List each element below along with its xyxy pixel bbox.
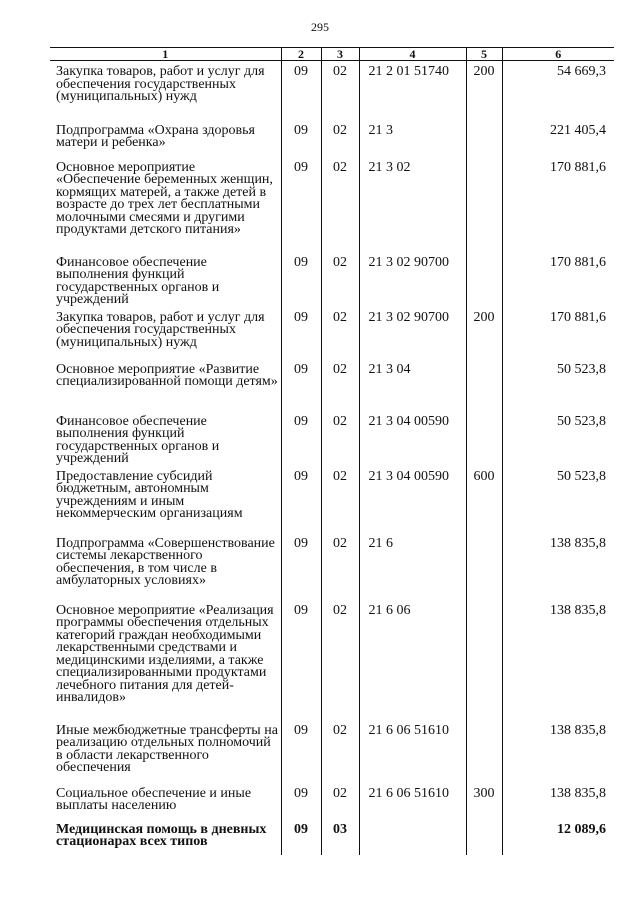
row-amount: 221 405,4 <box>502 120 614 157</box>
row-expense-type: 200 <box>466 307 502 359</box>
header-section: 2 <box>281 48 321 61</box>
table-row <box>50 600 614 720</box>
row-expense-type <box>466 720 502 783</box>
row-target-article: 21 6 06 <box>359 600 466 720</box>
row-expense-type <box>466 819 502 855</box>
header-row <box>50 48 614 61</box>
row-section: 09 <box>281 600 321 720</box>
row-section: 09 <box>281 120 321 157</box>
table-row <box>50 307 614 359</box>
header-target-article: 4 <box>359 48 466 61</box>
row-section: 09 <box>281 359 321 411</box>
row-expense-type <box>466 252 502 307</box>
row-subsection: 02 <box>321 157 359 252</box>
row-name: Финансовое обеспечение выполнения функций государственных органов и учреждений <box>56 254 220 307</box>
row-amount: 138 835,8 <box>502 720 614 783</box>
row-name: Предоставление субсидий бюджетным, автономным учреждениям и иным некоммерческим организациям <box>56 468 243 521</box>
row-name: Основное мероприятие «Реализация программы обеспечения отдельных категорий граждан необходимыми лекарственными средствами и медицинскими изделиями, а также специализированными продуктами лечебного питания для детей-инвалидов» <box>56 602 274 705</box>
row-target-article: 21 6 <box>359 533 466 600</box>
row-section: 09 <box>281 157 321 252</box>
row-section: 09 <box>281 466 321 533</box>
row-expense-type <box>466 600 502 720</box>
row-target-article: 21 6 06 51610 <box>359 783 466 819</box>
row-section: 09 <box>281 61 321 120</box>
table-row <box>50 533 614 600</box>
row-expense-type <box>466 157 502 252</box>
row-amount: 138 835,8 <box>502 783 614 819</box>
row-amount: 138 835,8 <box>502 533 614 600</box>
row-subsection: 02 <box>321 533 359 600</box>
table-row <box>50 61 614 120</box>
row-subsection: 02 <box>321 720 359 783</box>
row-subsection: 03 <box>321 819 359 855</box>
row-amount: 170 881,6 <box>502 252 614 307</box>
row-expense-type: 200 <box>466 61 502 120</box>
row-amount: 54 669,3 <box>502 61 614 120</box>
row-section: 09 <box>281 720 321 783</box>
row-name: Закупка товаров, работ и услуг для обеспечения государственных (муниципальных) нужд <box>56 64 265 104</box>
table-row <box>50 783 614 819</box>
table-row <box>50 120 614 157</box>
table-row <box>50 359 614 411</box>
header-amount: 6 <box>502 48 614 61</box>
row-expense-type: 600 <box>466 466 502 533</box>
row-subsection: 02 <box>321 120 359 157</box>
row-target-article: 21 3 04 <box>359 359 466 411</box>
row-amount: 170 881,6 <box>502 157 614 252</box>
header-expense-type: 5 <box>466 48 502 61</box>
page-number: 295 <box>311 20 329 34</box>
row-subsection: 02 <box>321 411 359 466</box>
row-target-article: 21 3 04 00590 <box>359 466 466 533</box>
row-name: Подпрограмма «Совершенствование системы лекарственного обеспечения, в том числе в амбулаторных условиях» <box>56 535 275 588</box>
header-name: 1 <box>50 48 281 61</box>
row-subsection: 02 <box>321 307 359 359</box>
row-name: Подпрограмма «Охрана здоровья матери и ребенка» <box>56 122 255 150</box>
row-subsection: 02 <box>321 466 359 533</box>
row-target-article: 21 3 02 90700 <box>359 252 466 307</box>
row-target-article: 21 6 06 51610 <box>359 720 466 783</box>
row-subsection: 02 <box>321 600 359 720</box>
row-name: Медицинская помощь в дневных стационарах всех типов <box>56 821 267 849</box>
row-amount: 170 881,6 <box>502 307 614 359</box>
row-amount: 50 523,8 <box>502 466 614 533</box>
row-expense-type <box>466 359 502 411</box>
row-section: 09 <box>281 411 321 466</box>
row-subsection: 02 <box>321 61 359 120</box>
row-target-article <box>359 819 466 855</box>
table-row <box>50 819 614 855</box>
row-amount: 138 835,8 <box>502 600 614 720</box>
row-expense-type <box>466 411 502 466</box>
row-section: 09 <box>281 783 321 819</box>
row-target-article: 21 3 <box>359 120 466 157</box>
row-section: 09 <box>281 252 321 307</box>
row-expense-type <box>466 120 502 157</box>
table-row <box>50 252 614 307</box>
row-amount: 50 523,8 <box>502 359 614 411</box>
row-name: Финансовое обеспечение выполнения функций государственных органов и учреждений <box>56 413 220 466</box>
row-amount: 50 523,8 <box>502 411 614 466</box>
row-name: Основное мероприятие «Обеспечение беременных женщин, кормящих матерей, а также детей в возрасте до трех лет бесплатными молочными смесями и другими продуктами детского питания» <box>56 159 273 237</box>
row-target-article: 21 3 02 <box>359 157 466 252</box>
row-subsection: 02 <box>321 783 359 819</box>
budget-table <box>50 47 614 855</box>
row-section: 09 <box>281 307 321 359</box>
header-subsection: 3 <box>321 48 359 61</box>
row-name: Иные межбюджетные трансферты на реализацию отдельных полномочий в области лекарственного обеспечения <box>56 722 278 775</box>
row-section: 09 <box>281 819 321 855</box>
table-row <box>50 720 614 783</box>
table-row <box>50 466 614 533</box>
row-subsection: 02 <box>321 252 359 307</box>
row-name: Основное мероприятие «Развитие специализированной помощи детям» <box>56 361 278 389</box>
table-row <box>50 411 614 466</box>
row-target-article: 21 2 01 51740 <box>359 61 466 120</box>
row-subsection: 02 <box>321 359 359 411</box>
row-section: 09 <box>281 533 321 600</box>
row-expense-type: 300 <box>466 783 502 819</box>
row-name: Закупка товаров, работ и услуг для обеспечения государственных (муниципальных) нужд <box>56 309 265 350</box>
row-target-article: 21 3 02 90700 <box>359 307 466 359</box>
row-expense-type <box>466 533 502 600</box>
row-amount: 12 089,6 <box>502 819 614 855</box>
table-row <box>50 157 614 252</box>
row-target-article: 21 3 04 00590 <box>359 411 466 466</box>
row-name: Социальное обеспечение и иные выплаты населению <box>56 785 252 813</box>
